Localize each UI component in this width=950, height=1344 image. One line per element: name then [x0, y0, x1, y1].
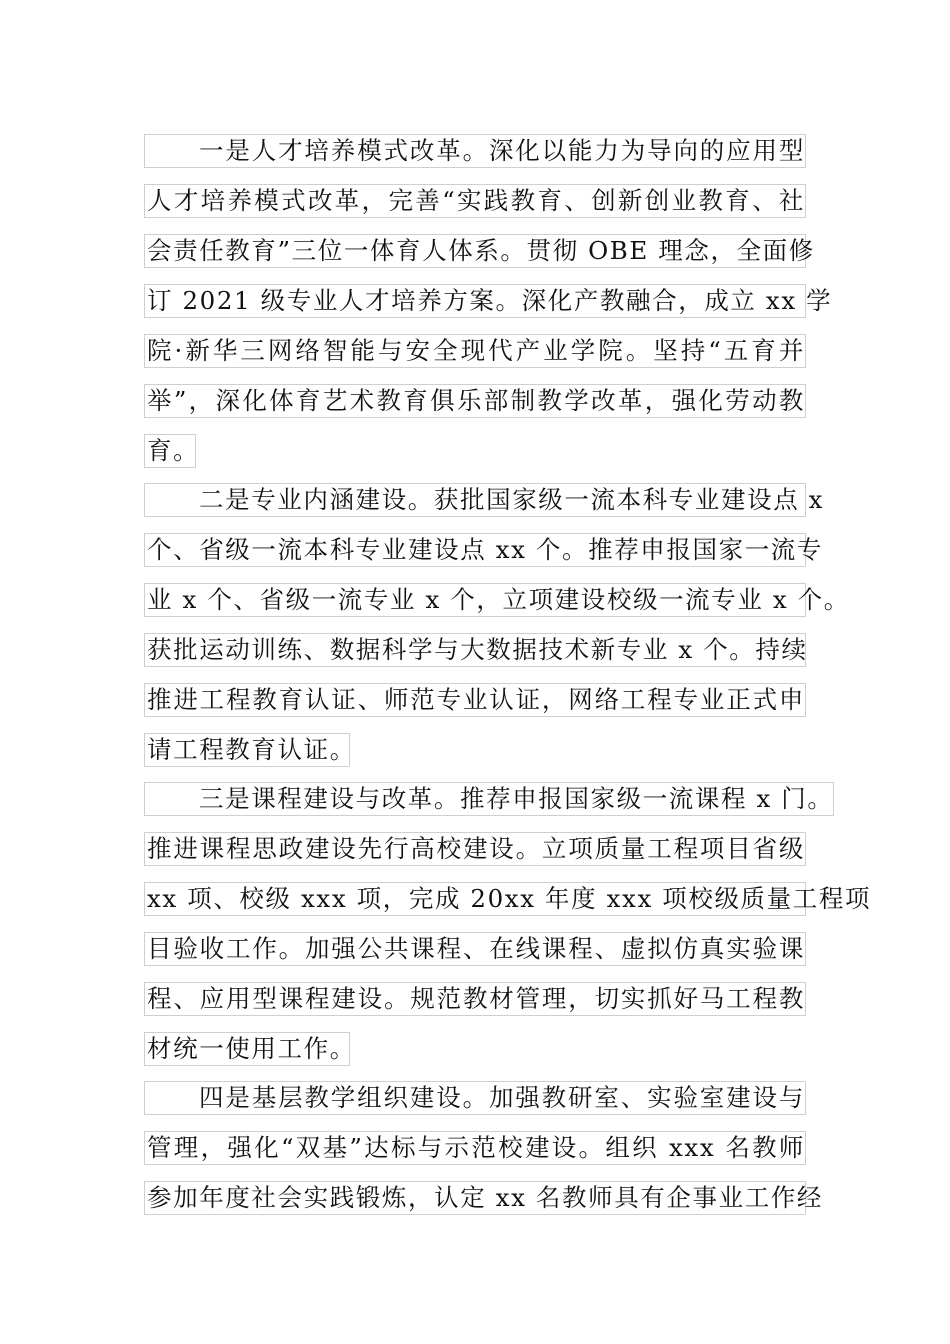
text-line: 参加年度社会实践锻炼，认定 xx 名教师具有企事业工作经: [144, 1181, 806, 1215]
text-line: 三是课程建设与改革。推荐申报国家级一流课程 x 门。: [144, 782, 834, 816]
text-line: 请工程教育认证。: [144, 733, 350, 767]
text-line: 推进工程教育认证、师范专业认证，网络工程专业正式申: [144, 683, 806, 717]
text-line: 目验收工作。加强公共课程、在线课程、虚拟仿真实验课: [144, 932, 806, 966]
text-line: 院·新华三网络智能与安全现代产业学院。坚持“五育并: [144, 334, 806, 368]
text-line: xx 项、校级 xxx 项，完成 20xx 年度 xxx 项校级质量工程项: [144, 882, 806, 916]
text-line: 个、省级一流本科专业建设点 xx 个。推荐申报国家一流专: [144, 533, 806, 567]
text-line: 材统一使用工作。: [144, 1032, 350, 1066]
text-line: 会责任教育”三位一体育人体系。贯彻 OBE 理念，全面修: [144, 234, 806, 268]
text-line: 推进课程思政建设先行高校建设。立项质量工程项目省级: [144, 832, 806, 866]
text-line: 获批运动训练、数据科学与大数据技术新专业 x 个。持续: [144, 633, 806, 667]
text-line: 育。: [144, 434, 196, 468]
text-line: 管理，强化“双基”达标与示范校建设。组织 xxx 名教师: [144, 1131, 806, 1165]
text-line: 业 x 个、省级一流专业 x 个，立项建设校级一流专业 x 个。: [144, 583, 806, 617]
text-line: 人才培养模式改革，完善“实践教育、创新创业教育、社: [144, 184, 806, 218]
text-line: 程、应用型课程建设。规范教材管理，切实抓好马工程教: [144, 982, 806, 1016]
text-line: 订 2021 级专业人才培养方案。深化产教融合，成立 xx 学: [144, 284, 806, 318]
text-line: 举”，深化体育艺术教育俱乐部制教学改革，强化劳动教: [144, 384, 806, 418]
text-line: 一是人才培养模式改革。深化以能力为导向的应用型: [144, 134, 806, 168]
text-line: 四是基层教学组织建设。加强教研室、实验室建设与: [144, 1081, 806, 1115]
text-line: 二是专业内涵建设。获批国家级一流本科专业建设点 x: [144, 483, 806, 517]
